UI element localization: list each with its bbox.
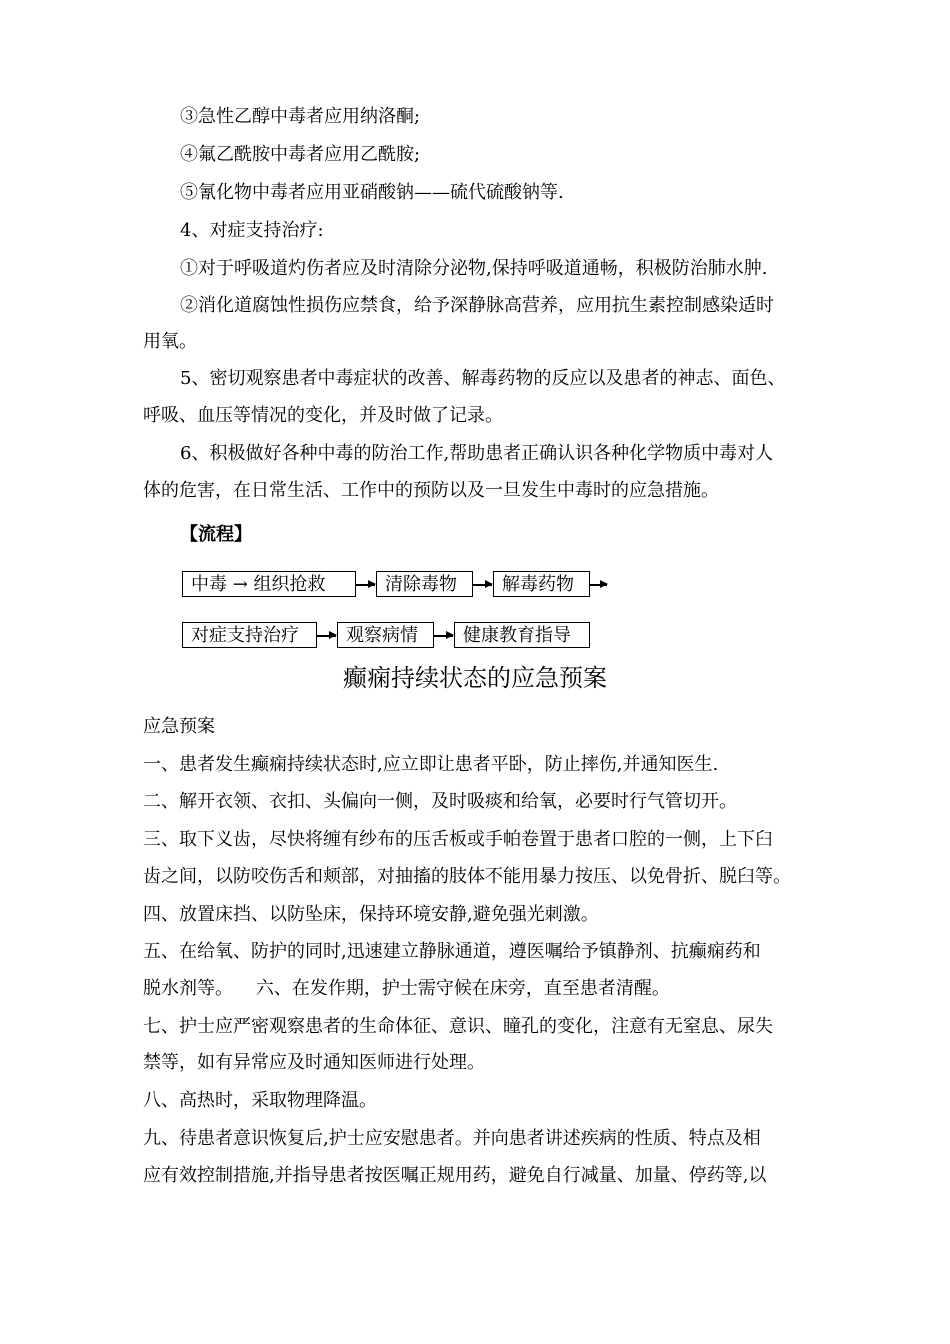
flow-box: 对症支持治疗	[182, 622, 317, 648]
text-line: 体的危害，在日常生活、工作中的预防以及一旦发生中毒时的应急措施。	[143, 480, 719, 501]
flow-box: 中毒 → 组织抢救	[182, 571, 356, 597]
text-line: 二、解开衣领、衣扣、头偏向一侧，及时吸痰和给氧，必要时行气管切开。	[143, 791, 737, 812]
section-title: 癫痫持续状态的应急预案	[343, 664, 607, 692]
text-line: 齿之间，以防咬伤舌和颊部，对抽搐的肢体不能用暴力按压、以免骨折、脱臼等。	[143, 866, 791, 887]
text-line: ③急性乙醇中毒者应用纳洛酮;	[180, 106, 421, 127]
text-line: ⑤氰化物中毒者应用亚硝酸钠——硫代硫酸钠等.	[180, 182, 564, 203]
text-line: 四、放置床挡、以防坠床，保持环境安静,避免强光刺激。	[143, 904, 599, 925]
text-line: 三、取下义齿，尽快将缠有纱布的压舌板或手帕卷置于患者口腔的一侧，上下臼	[143, 829, 773, 850]
flow-arrow	[434, 635, 453, 637]
text-line: 八、高热时，采取物理降温。	[143, 1090, 377, 1111]
flow-box: 清除毒物	[376, 571, 473, 597]
flow-box: 观察病情	[337, 622, 434, 648]
text-line: 一、患者发生癫痫持续状态时,应立即让患者平卧，防止摔伤,并通知医生.	[143, 754, 719, 775]
text-line: 呼吸、血压等情况的变化，并及时做了记录。	[143, 405, 503, 426]
text-line: ①对于呼吸道灼伤者应及时清除分泌物,保持呼吸道通畅，积极防治肺水肿.	[180, 258, 768, 279]
text-line: 4、对症支持治疗:	[180, 220, 324, 241]
text-line: 6、积极做好各种中毒的防治工作,帮助患者正确认识各种化学物质中毒对人	[180, 443, 774, 464]
flow-heading: 【流程】	[180, 524, 252, 545]
flow-box: 解毒药物	[493, 571, 590, 597]
text-line: 禁等，如有异常应及时通知医师进行处理。	[143, 1052, 485, 1073]
flow-arrow	[317, 635, 336, 637]
flow-arrow	[473, 584, 492, 586]
text-line: 七、护士应严密观察患者的生命体征、意识、瞳孔的变化，注意有无窒息、尿失	[143, 1016, 773, 1037]
text-line: 应有效控制措施,并指导患者按医嘱正规用药，避免自行减量、加量、停药等,以	[143, 1165, 767, 1186]
text-line: 脱水剂等。 六、在发作期，护士需守候在床旁，直至患者清醒。	[143, 978, 670, 999]
text-line: 九、待患者意识恢复后,护士应安慰患者。并向患者讲述疾病的性质、特点及相	[143, 1128, 761, 1149]
text-line: 五、在给氧、防护的同时,迅速建立静脉通道，遵医嘱给予镇静剂、抗癫痫药和	[143, 941, 761, 962]
section-subtitle: 应急预案	[143, 716, 215, 737]
flow-box: 健康教育指导	[454, 622, 590, 648]
text-line: ②消化道腐蚀性损伤应禁食，给予深静脉高营养，应用抗生素控制感染适时	[180, 295, 774, 316]
text-line: ④氟乙酰胺中毒者应用乙酰胺;	[180, 144, 421, 165]
text-line: 5、密切观察患者中毒症状的改善、解毒药物的反应以及患者的神志、面色、	[180, 368, 786, 389]
flow-arrow	[356, 584, 375, 586]
flow-arrow	[590, 584, 607, 586]
text-line: 用氧。	[143, 331, 197, 352]
